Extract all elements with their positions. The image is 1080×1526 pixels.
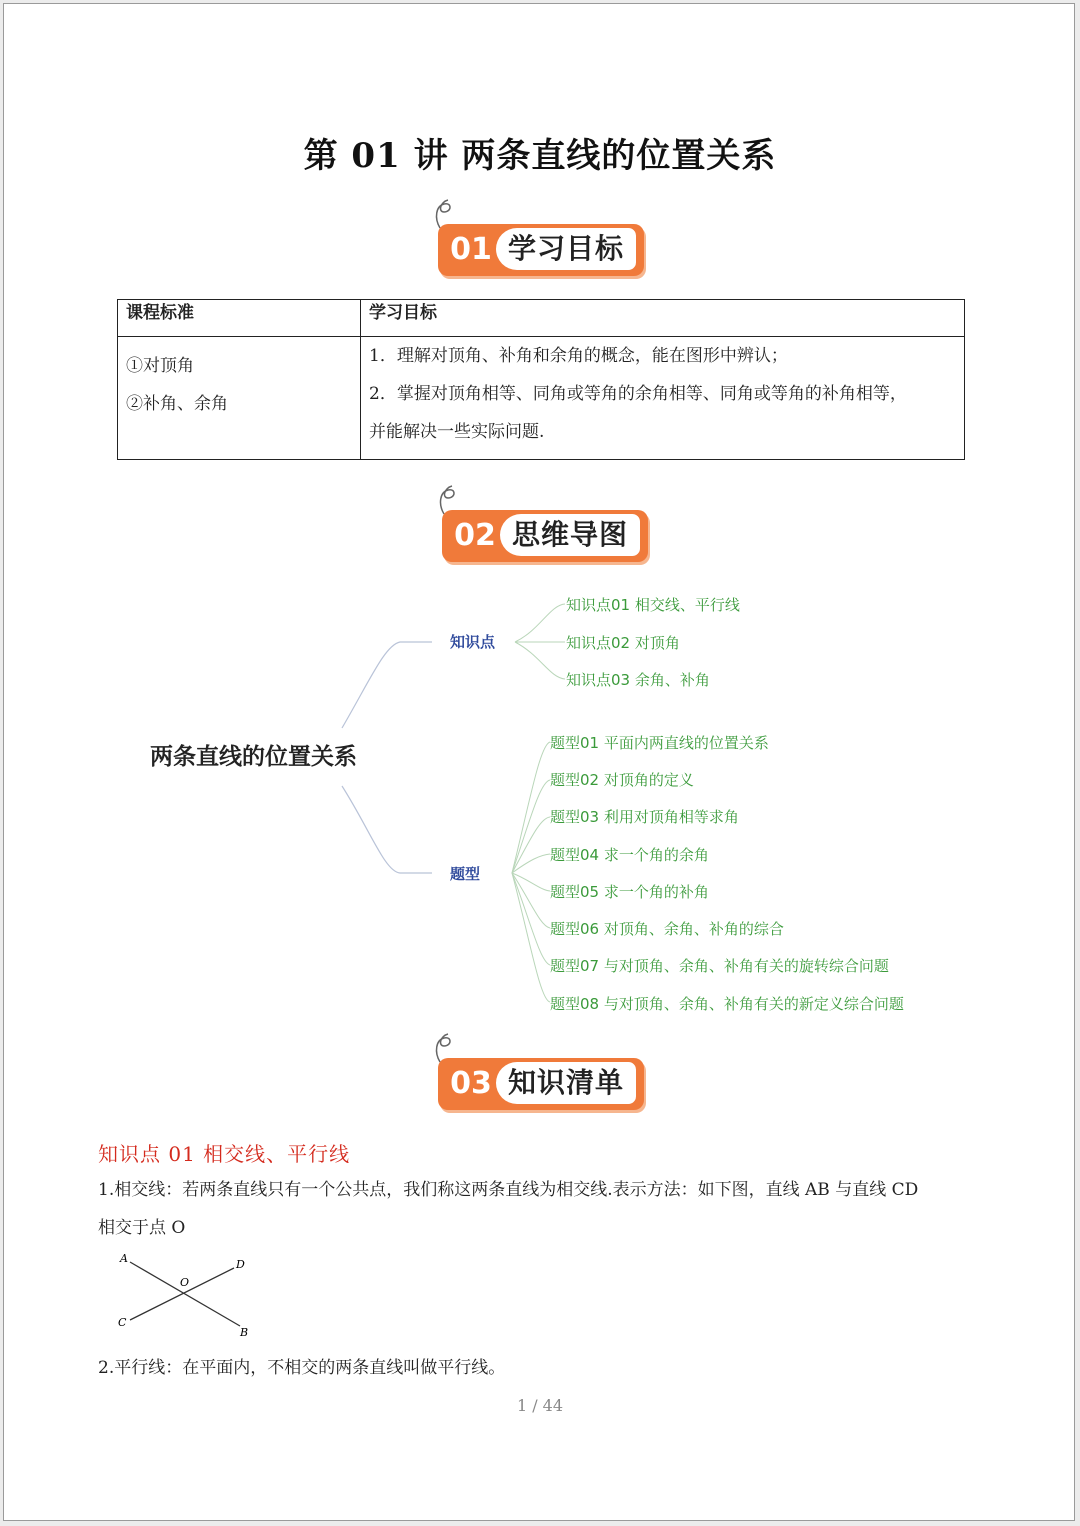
section-badge-goals <box>438 214 648 274</box>
mind-map-leaf: 题型05 求一个角的补角 <box>550 883 709 901</box>
table-header-standard: 课程标准 <box>118 300 361 337</box>
figure-label-b: B <box>240 1326 249 1339</box>
goal-line: 并能解决一些实际问题. <box>369 422 545 442</box>
section-label: 思维导图 <box>500 514 640 556</box>
table-header-goal: 学习目标 <box>361 300 965 337</box>
mind-map-leaf: 题型01 平面内两直线的位置关系 <box>550 734 769 752</box>
goals-cell <box>361 337 965 460</box>
section-number: 01 <box>450 232 492 267</box>
standards-table <box>117 299 965 460</box>
mind-map-leaf: 题型03 利用对顶角相等求角 <box>550 808 739 826</box>
goal-line: 1．理解对顶角、补角和余角的概念，能在图形中辨认； <box>369 346 788 366</box>
knowledge-paragraph-line: 2.平行线：在平面内，不相交的两条直线叫做平行线。 <box>98 1358 506 1378</box>
section-label: 知识清单 <box>496 1062 636 1104</box>
section-badge-checklist <box>438 1048 648 1108</box>
connector-root-types <box>342 786 432 873</box>
figure-label-d: D <box>236 1258 245 1271</box>
figure-label-c: C <box>118 1316 127 1329</box>
figure-label-a: A <box>120 1252 128 1265</box>
mind-map-connectors <box>0 560 1080 1040</box>
connector-leaf <box>512 817 550 873</box>
standard-item: ②补角、余角 <box>126 394 228 414</box>
figure-label-o: O <box>180 1276 190 1289</box>
standards-cell <box>118 337 361 460</box>
knowledge-point-heading: 知识点 01 相交线、平行线 <box>98 1142 351 1166</box>
connector-root-knowledge <box>342 642 432 728</box>
connector-leaf <box>512 873 550 928</box>
connector-leaf <box>512 873 550 1002</box>
mind-map-leaf: 题型07 与对顶角、余角、补角有关的旋转综合问题 <box>550 957 889 975</box>
standard-item: ①对顶角 <box>126 356 194 376</box>
mind-map-branch-knowledge: 知识点 <box>450 633 496 651</box>
mind-map-leaf: 题型08 与对顶角、余角、补角有关的新定义综合问题 <box>550 995 904 1013</box>
mind-map-leaf: 知识点03 余角、补角 <box>566 671 710 689</box>
page-number: 1 / 44 <box>516 1396 564 1415</box>
mind-map-leaf: 题型02 对顶角的定义 <box>550 771 694 789</box>
document-title: 第 01 讲 两条直线的位置关系 <box>303 136 777 176</box>
mind-map-leaf: 知识点01 相交线、平行线 <box>566 596 740 614</box>
intersecting-lines-figure <box>112 1250 262 1340</box>
mind-map-leaf: 知识点02 对顶角 <box>566 634 680 652</box>
connector-leaf <box>515 604 565 642</box>
mind-map-leaf: 题型04 求一个角的余角 <box>550 846 709 864</box>
connector-leaf <box>515 642 565 679</box>
section-number: 02 <box>454 518 496 553</box>
section-badge-mindmap <box>442 500 652 560</box>
knowledge-paragraph-line: 1.相交线：若两条直线只有一个公共点，我们称这两条直线为相交线.表示方法：如下图，直线 AB 与直线 CD <box>98 1180 919 1200</box>
section-number: 03 <box>450 1066 492 1101</box>
knowledge-paragraph-line: 相交于点 O <box>98 1218 186 1238</box>
connector-leaf <box>512 742 550 873</box>
mind-map <box>0 560 1080 1040</box>
goal-line: 2．掌握对顶角相等、同角或等角的余角相等、同角或等角的补角相等， <box>369 384 907 404</box>
section-label: 学习目标 <box>496 228 636 270</box>
mind-map-leaf: 题型06 对顶角、余角、补角的综合 <box>550 920 784 938</box>
mind-map-root: 两条直线的位置关系 <box>150 744 357 770</box>
mind-map-branch-types: 题型 <box>450 865 481 883</box>
